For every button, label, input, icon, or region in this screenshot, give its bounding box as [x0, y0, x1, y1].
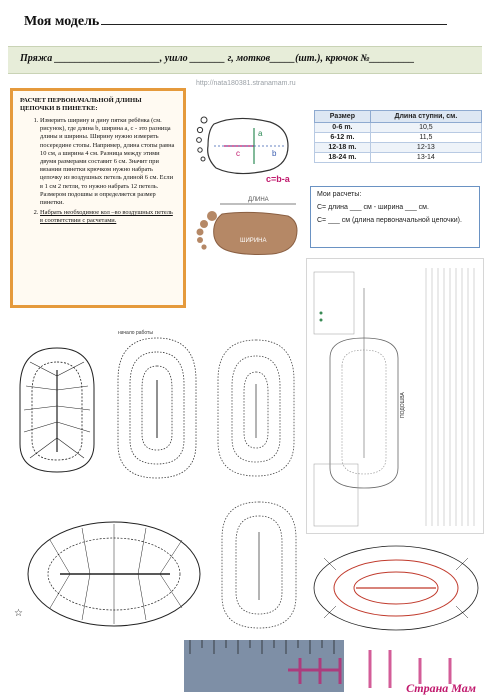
calc-step-2: 2. Набрать необходимое кол –во воздушных петель в соответствии с расчетами. [40, 209, 176, 225]
scheme-sole-3 [210, 334, 302, 482]
my-calc-title: Мои расчеты: [317, 191, 362, 198]
title-blank-line [101, 10, 447, 25]
length-label: ДЛИНА [248, 197, 269, 203]
scheme-sole-4 [10, 512, 210, 636]
scheme-star-mark: ☆ [14, 608, 23, 619]
table-row: 6-12 m. 11,5 [315, 133, 482, 143]
scheme-start-label: начало работы [118, 330, 153, 336]
foot-formula: c=b-a [266, 174, 290, 184]
scheme-sole-2 [110, 328, 204, 486]
brand-name: Страна Мам [406, 681, 476, 695]
bootie-scheme-large [306, 258, 484, 534]
foot-label-b: b [272, 149, 277, 158]
scheme-sole-5 [214, 496, 304, 634]
page-title [24, 10, 474, 36]
yarn-line: Пряжа _____________________, ушло _______ г, мотков_____(шт.), крючок №_________ [20, 53, 415, 64]
foot-measure-diagram [192, 106, 302, 184]
header-size: Размер [315, 111, 371, 123]
calc-instructions [10, 88, 186, 308]
title-text: Моя модель [24, 14, 100, 29]
scheme-sole-1 [10, 340, 104, 480]
scheme-sole-label: ПОДОШВА [400, 392, 406, 418]
table-row: 12-18 m. 12-13 [315, 143, 482, 153]
calc-step-1: 1. Измерить ширину и дину пятки ребёнка (см. рисунок), где длина b, ширина a, c - это разница длины и ширины. Ширину нужно измерять посередине стопы. Например, длина стопы равна 10 см, а ширина 4 см. Разница между этими двумя размерами составит 6 см. Значит при вязании пинетки крючком нужно набрать цепочку из воздушных петель длиной 6 см. Если в 1 см 2 петли, то нужно набрать 12 петель. Размером подошвы и определяется размер пинетки. [40, 117, 176, 207]
watermark: http://nata180381.stranamam.ru [196, 80, 296, 87]
table-row: 0-6 m. 10,5 [315, 123, 482, 133]
foot-label-c: c [236, 149, 240, 158]
yarn-info-bar [8, 46, 482, 74]
width-label: ШИРИНА [240, 238, 267, 244]
table-row: 18-24 m. 13-14 [315, 153, 482, 163]
size-table [314, 110, 482, 163]
my-calc-line-2: C= ___ см (длина первоначальной цепочки). [317, 217, 462, 224]
my-calc-line-1: C= длина ___ см - ширина ___ см. [317, 204, 429, 211]
calc-heading: РАСЧЕТ ПЕРВОНАЧАЛЬНОЙ ДЛИНЫ ЦЕПОЧКИ В ПИНЕТКЕ: [20, 97, 142, 112]
foot-size-diagram [192, 192, 302, 266]
size-table-header [315, 111, 482, 123]
scheme-sole-red [306, 540, 484, 636]
foot-label-a: a [258, 129, 263, 138]
header-length: Длина ступни, см. [370, 111, 481, 123]
brand-logo [280, 630, 485, 696]
calc-steps [20, 117, 176, 226]
my-calc-box [310, 186, 480, 248]
